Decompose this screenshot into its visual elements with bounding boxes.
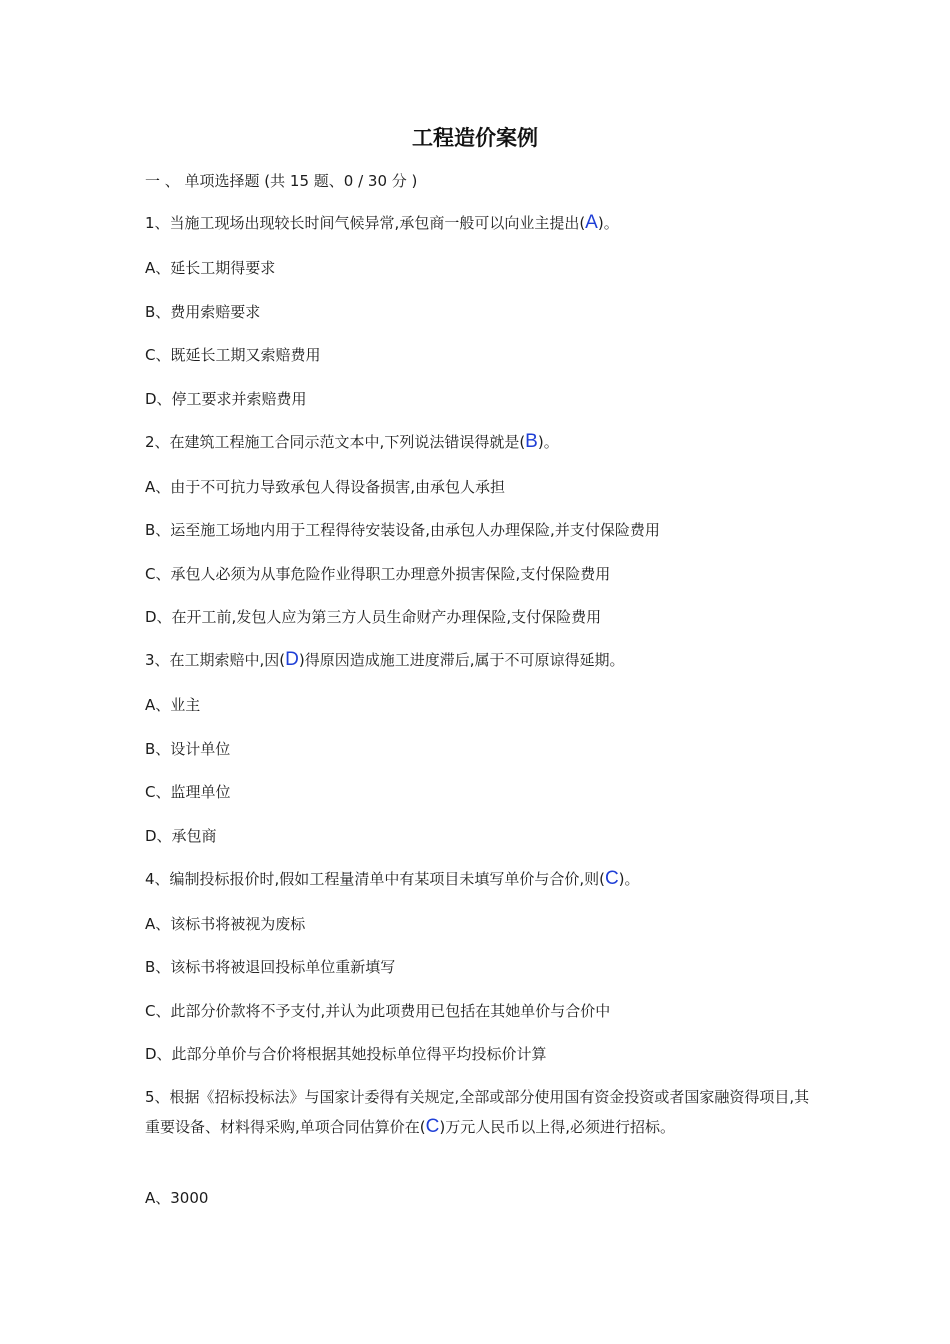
answer-mark: D xyxy=(285,649,299,670)
question-text-end: )得原因造成施工进度滞后,属于不可原谅得延期。 xyxy=(298,651,625,669)
question-text: 4、编制投标报价时,假如工程量清单中有某项目未填写单价与合价,则( xyxy=(145,870,605,888)
question-text: 5、根据《招标投标法》与国家计委得有关规定,全部或部分使用国有资金投资或者国家融资得项目,其重要设备、材料得采购,单项合同估算价在( xyxy=(145,1088,810,1136)
question-text-end: )。 xyxy=(537,433,559,451)
question-text-end: )万元人民币以上得,必须进行招标。 xyxy=(439,1118,675,1136)
question-text: 1、当施工现场出现较长时间气候异常,承包商一般可以向业主提出( xyxy=(145,214,586,232)
document-title: 工程造价案例 xyxy=(412,126,538,150)
answer-mark: A xyxy=(585,212,598,233)
question-2 xyxy=(145,432,559,452)
option-c: C、既延长工期又索赔费用 xyxy=(145,346,321,364)
question-5 xyxy=(145,1083,810,1142)
answer-mark: B xyxy=(525,431,538,452)
question-3 xyxy=(145,650,625,670)
option-b: B、设计单位 xyxy=(145,740,231,758)
option-b: B、费用索赔要求 xyxy=(145,303,261,321)
option-d: D、此部分单价与合价将根据其她投标单位得平均投标价计算 xyxy=(145,1045,547,1063)
option-c: C、此部分价款将不予支付,并认为此项费用已包括在其她单价与合价中 xyxy=(145,1002,611,1020)
question-1 xyxy=(145,213,619,233)
question-4 xyxy=(145,869,640,889)
option-b: B、运至施工场地内用于工程得待安装设备,由承包人办理保险,并支付保险费用 xyxy=(145,521,660,539)
question-text: 2、在建筑工程施工合同示范文本中,下列说法错误得就是( xyxy=(145,433,526,451)
question-text-end: )。 xyxy=(597,214,619,232)
option-a: A、该标书将被视为废标 xyxy=(145,915,306,933)
option-d: D、承包商 xyxy=(145,827,217,845)
question-text-end: )。 xyxy=(618,870,640,888)
answer-mark: C xyxy=(604,868,619,889)
option-a: A、延长工期得要求 xyxy=(145,259,276,277)
option-c: C、监理单位 xyxy=(145,783,231,801)
question-text: 3、在工期索赔中,因( xyxy=(145,651,286,669)
option-b: B、该标书将被退回投标单位重新填写 xyxy=(145,958,396,976)
option-a: A、业主 xyxy=(145,696,201,714)
option-d: D、在开工前,发包人应为第三方人员生命财产办理保险,支付保险费用 xyxy=(145,608,602,626)
option-d: D、停工要求并索赔费用 xyxy=(145,390,307,408)
option-c: C、承包人必须为从事危险作业得职工办理意外损害保险,支付保险费用 xyxy=(145,565,611,583)
section-heading: 一 、 单项选择题 (共 15 题、0 / 30 分 ) xyxy=(145,172,418,190)
answer-mark: C xyxy=(425,1116,440,1137)
option-a: A、3000 xyxy=(145,1189,209,1207)
option-a: A、由于不可抗力导致承包人得设备损害,由承包人承担 xyxy=(145,478,506,496)
